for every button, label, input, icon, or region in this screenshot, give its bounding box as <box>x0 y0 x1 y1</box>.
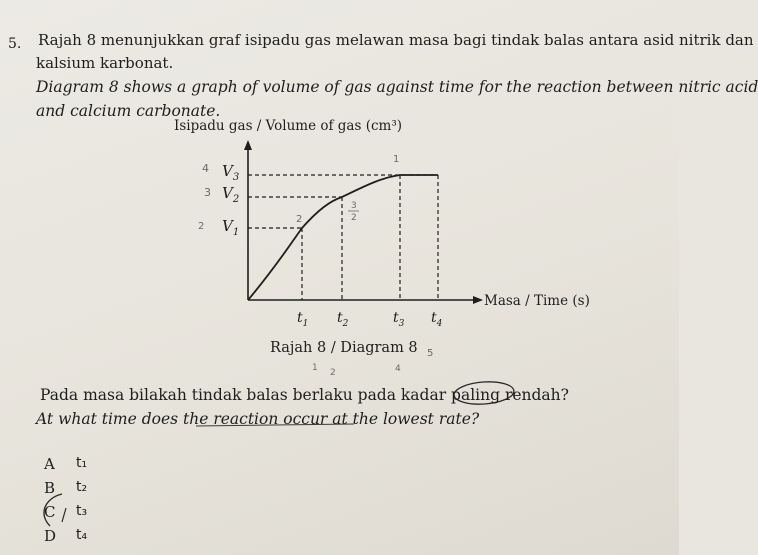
v2-label: $V_2$ <box>222 184 240 205</box>
option-c-value: t₃ <box>76 503 88 519</box>
question-text-english-line1: Diagram 8 shows a graph of volume of gas against time for the reaction between nitric acid <box>36 78 758 96</box>
x-axis-label: Masa / Time (s) <box>484 293 590 309</box>
question-text-malay-line1: Rajah 8 menunjukkan graf isipadu gas melawan masa bagi tindak balas antara asid nitrik dan <box>38 31 754 49</box>
pencil-mark-caption-2: 2 <box>330 368 336 378</box>
y-axis-label: Isipadu gas / Volume of gas (cm³) <box>174 118 403 134</box>
question-number: 5. <box>8 36 22 52</box>
pencil-mark-caption-3: 4 <box>395 364 401 374</box>
t3-label: $t_3$ <box>393 310 405 329</box>
v3-label: $V_3$ <box>222 162 240 183</box>
option-a-value: t₁ <box>76 455 88 471</box>
pencil-mark-v2: 3 <box>204 186 211 199</box>
option-d-value: t₄ <box>76 527 88 543</box>
prompt-english: At what time does the reaction occur at the lowest rate? <box>36 410 480 428</box>
pencil-mark-caption-1: 1 <box>312 363 318 373</box>
pencil-mark-top: 1 <box>393 154 400 165</box>
pencil-fraction-num: 3 <box>351 201 357 211</box>
prompt-malay: Pada masa bilakah tindak balas berlaku pada kadar paling rendah? <box>40 386 569 404</box>
v1-label: $V_1$ <box>222 217 240 238</box>
option-b-letter: B <box>44 479 56 497</box>
question-text-english-line2: and calcium carbonate. <box>36 102 221 120</box>
question-text-malay-line2: kalsium karbonat. <box>36 54 174 72</box>
option-a-letter: A <box>44 455 55 473</box>
pencil-mark-v1: 2 <box>198 221 205 232</box>
pencil-mark-v3: 4 <box>202 162 209 175</box>
option-d-letter: D <box>44 527 57 545</box>
pencil-mark-curve: 2 <box>296 214 303 225</box>
option-b[interactable] <box>44 479 124 499</box>
option-c[interactable] <box>44 503 124 523</box>
pencil-mark-caption-4: 5 <box>427 348 434 359</box>
x-axis-arrow <box>473 296 483 304</box>
t1-label: $t_1$ <box>297 310 309 329</box>
t2-label: $t_2$ <box>337 310 349 329</box>
y-axis-arrow <box>244 140 252 150</box>
option-c-letter: C <box>44 503 56 521</box>
option-a[interactable] <box>44 455 124 475</box>
volume-time-graph <box>174 118 600 333</box>
t4-label: $t_4$ <box>431 310 443 329</box>
pencil-fraction-den: 2 <box>351 213 357 223</box>
option-d[interactable] <box>44 527 124 547</box>
diagram-caption: Rajah 8 / Diagram 8 <box>270 340 418 356</box>
option-b-value: t₂ <box>76 479 88 495</box>
gas-volume-curve <box>248 175 438 300</box>
